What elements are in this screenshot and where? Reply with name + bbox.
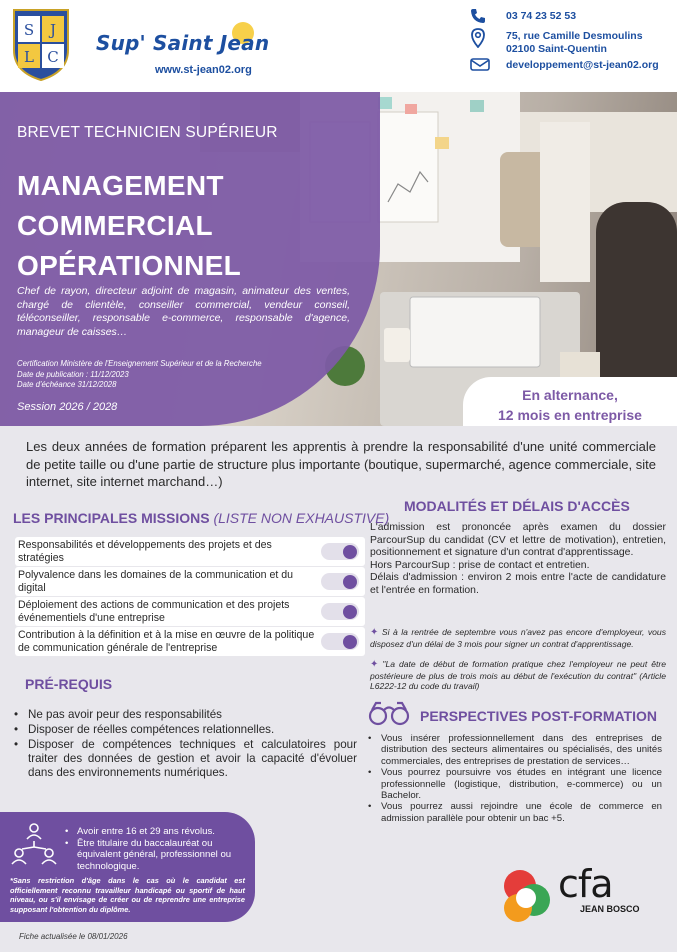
mission-text: Polyvalence dans les domaines de la communication et du digital (18, 569, 294, 594)
address-line-1: 75, rue Camille Desmoulins (506, 30, 643, 42)
mission-toggle[interactable] (321, 543, 359, 560)
modalites-note-1 (370, 627, 666, 649)
people-network-icon (10, 822, 58, 868)
cfa-subtitle: JEAN BOSCO (580, 904, 640, 914)
crest-letter-j: J (49, 21, 57, 39)
title-line-1: MANAGEMENT (17, 170, 224, 201)
program-title (17, 166, 241, 286)
job-titles: Chef de rayon, directeur adjoint de magasin, animateur des ventes, chargé de clientèle, conseiller commercial, vendeur conseil, téléconseiller, responsable e-commerce, responsable d'agence, manageur de caisses… (17, 285, 350, 338)
email-address: developpement@st-jean02.org (506, 59, 659, 71)
mission-item (15, 597, 365, 626)
email-icon (470, 57, 490, 71)
program-label: BREVET TECHNICIEN SUPÉRIEUR (17, 124, 278, 141)
title-line-2: COMMERCIAL (17, 210, 213, 241)
mission-text: Responsabilités et développements des projets et des stratégies (18, 539, 272, 564)
conditions-list (65, 826, 245, 872)
cfa-jean-bosco-logo (498, 862, 648, 930)
perspectives-title: PERSPECTIVES POST-FORMATION (420, 708, 657, 724)
title-line-3: OPÉRATIONNEL (17, 250, 241, 281)
modalites-paragraph-2: Hors ParcourSup : prise de contact et entretien. (370, 559, 590, 571)
condition-item: • Avoir entre 16 et 29 ans révolus. (65, 826, 245, 838)
note-2-text: "La date de début de formation pratique chez l'employeur ne peut être postérieure de plus de trois mois au début de l'exécution du contrat" (Article L6222-12 du code du travail) (370, 659, 666, 692)
cert-expiry-date: Date d'échéance 31/12/2028 (17, 380, 117, 389)
school-crest-logo (10, 6, 72, 82)
mission-item (15, 627, 365, 656)
crest-letter-s: S (23, 21, 35, 39)
prerequis-item: • Ne pas avoir peur des responsabilités (12, 708, 357, 722)
mission-toggle[interactable] (321, 633, 359, 650)
modalites-text (370, 522, 666, 598)
update-date: Fiche actualisée le 08/01/2026 (19, 932, 128, 941)
location-pin-icon (470, 28, 486, 48)
missions-heading (13, 510, 389, 526)
phone-icon (470, 8, 486, 24)
binoculars-icon (367, 701, 411, 727)
prerequis-item: • Disposer de compétences techniques et calculatoires pour traiter des données de gestion et avoir la capacité d'évoluer dans des environnements numériques. (12, 738, 357, 780)
website-link[interactable]: www.st-jean02.org (155, 64, 252, 76)
cert-ministry: Certification Ministère de l'Enseignement Supérieur et de la Recherche (17, 359, 262, 368)
alternance-line-2: 12 mois en entreprise (498, 407, 642, 423)
mission-item (15, 537, 365, 566)
phone-number: 03 74 23 52 53 (506, 10, 577, 22)
perspective-item: • Vous pourrez poursuivre vos études en intégrant une licence professionnelle (logistique, distribution, e-commerce) ou un Bachelor. (366, 767, 662, 801)
modalites-paragraph-1: L'admission est prononcée après examen du dossier ParcourSup du candidat (CV et lettre de motivation), entretien, positionnement et signature d'un contrat d'apprentissage. (370, 522, 666, 559)
mission-toggle[interactable] (321, 573, 359, 590)
certification-info (17, 359, 262, 391)
note-star-icon: ✦ (370, 627, 379, 638)
cert-publication-date: Date de publication : 11/12/2023 (17, 369, 129, 379)
missions-title-note: (LISTE NON EXHAUSTIVE) (213, 510, 390, 526)
crest-letter-l: L (24, 48, 34, 66)
session-years: Session 2026 / 2028 (17, 401, 118, 413)
cfa-name: cfa (558, 862, 613, 906)
mission-toggle[interactable] (321, 603, 359, 620)
perspective-item: • Vous insérer professionnellement dans des entreprises de distribution des secteurs alimentaires ou spécialisés, des unités commerciales, des entreprises de prestation de services… (366, 733, 662, 767)
condition-item: • Être titulaire du baccalauréat ou équivalent général, professionnel ou technologique. (65, 838, 245, 873)
missions-title: LES PRINCIPALES MISSIONS (13, 510, 210, 526)
alternance-badge (463, 377, 677, 427)
alternance-line-1: En alternance, (522, 387, 618, 403)
perspective-item: • Vous pourrez aussi rejoindre une école de commerce en admission parallèle pour obtenir un bac +5. (366, 801, 662, 824)
note-1-text: Si à la rentrée de septembre vous n'avez pas encore d'employeur, vous disposez d'un délai de 3 mois pour signer un contrat d'apprentissage. (370, 627, 667, 649)
mission-text: Contribution à la définition et à la mise en œuvre de la politique de communication générale de l'entreprise (18, 629, 315, 654)
prerequis-title: PRÉ-REQUIS (25, 676, 113, 692)
modalites-note-2 (370, 659, 666, 692)
perspectives-list (366, 733, 662, 824)
header (0, 0, 677, 92)
address-line-2: 02100 Saint-Quentin (506, 43, 607, 55)
note-star-icon: ✦ (370, 659, 379, 670)
modalites-paragraph-3: Délais d'admission : environ 2 mois entre l'acte de candidature et l'entrée en formation. (370, 572, 666, 596)
conditions-note: *Sans restriction d'âge dans le cas où le candidat est officiellement reconnu travailleur handicapé ou sportif de haut niveau, ou s'il envisage de créer ou de reprendre une entreprise supposant l'obtention du diplôme. (10, 876, 245, 914)
prerequis-list (12, 708, 357, 781)
prerequis-item: • Disposer de réelles compétences relationnelles. (12, 723, 357, 737)
crest-letter-c: C (47, 48, 59, 66)
modalites-title: MODALITÉS ET DÉLAIS D'ACCÈS (404, 498, 630, 514)
mission-item (15, 567, 365, 596)
intro-paragraph: Les deux années de formation préparent les apprentis à prendre la responsabilité d'une unité commerciale de petite taille ou d'une partie de structure plus importante (boutique, supermarché, agence commerciale, site internet, site internet marchand…) (26, 439, 656, 489)
brand-name: Sup' Saint Jean (96, 31, 270, 55)
mission-text: Déploiement des actions de communication et des projets événementiels d'une entreprise (18, 599, 290, 624)
